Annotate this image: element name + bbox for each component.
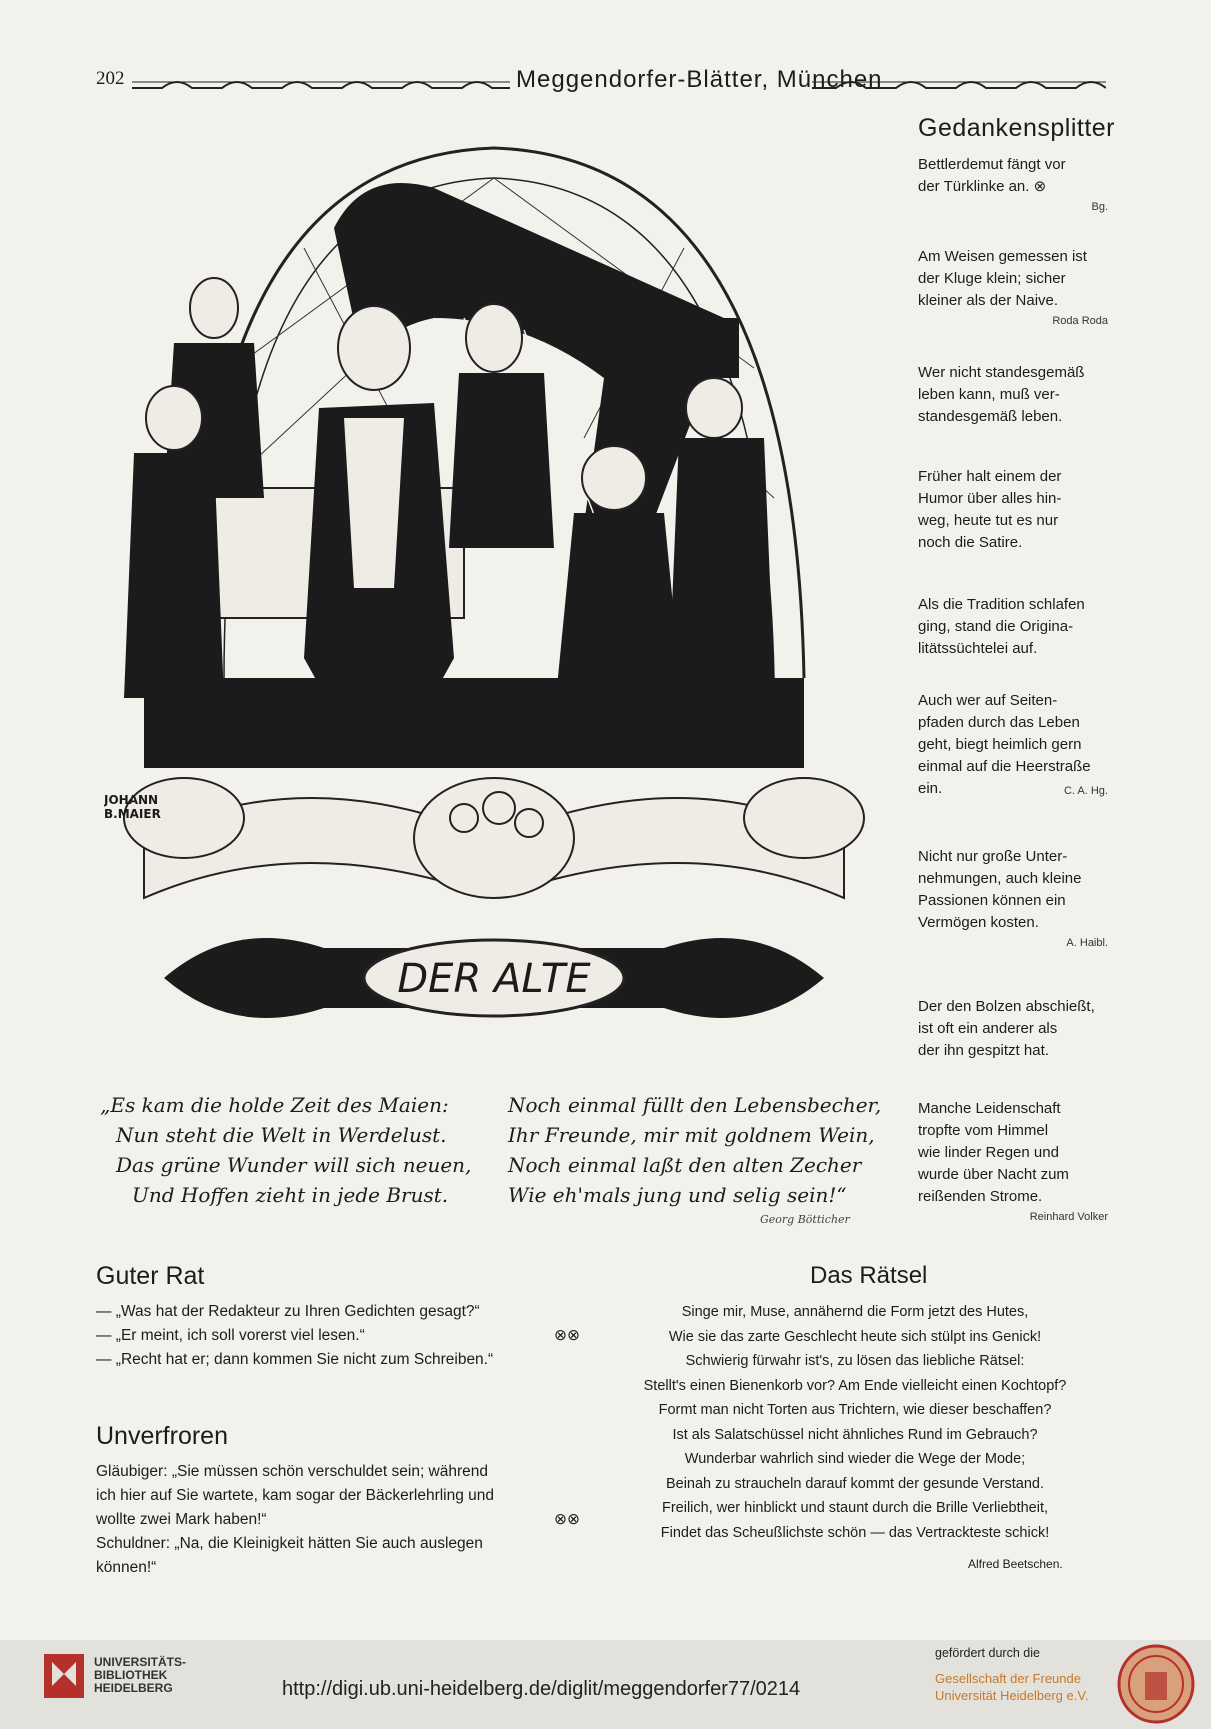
aphorism-line: geht, biegt heimlich gern xyxy=(918,736,1082,753)
dialogue-line: können!“ xyxy=(96,1559,157,1576)
aphorism-line: ist oft ein anderer als xyxy=(918,1020,1058,1037)
aphorism-line: nehmungen, auch kleine xyxy=(918,870,1082,887)
poem-line: Noch einmal laßt den alten Zecher xyxy=(508,1153,862,1177)
artist-signature-line2: B.MAIER xyxy=(104,807,161,821)
poem-line: Wunderbar wahrlich sind wieder die Wege der Mode; xyxy=(684,1451,1026,1467)
society-name xyxy=(935,1670,1088,1704)
aphorism xyxy=(918,466,1108,554)
aphorism-line: Als die Tradition schlafen xyxy=(918,596,1085,613)
aphorism-line: wie linder Regen und xyxy=(918,1144,1059,1161)
artist-signature-line1: JOHANN xyxy=(104,793,159,807)
unverfroren-title: Unverfroren xyxy=(96,1422,228,1450)
raetsel-poem xyxy=(615,1300,1095,1545)
aphorism xyxy=(918,362,1108,428)
society-name-line: Universität Heidelberg e.V. xyxy=(935,1688,1089,1703)
aphorism xyxy=(918,154,1108,218)
page-number: 202 xyxy=(96,68,125,89)
aphorism-author: Bg. xyxy=(1091,201,1108,213)
dialogue-line: ich hier auf Sie wartete, kam sogar der Bäckerlehrling und xyxy=(96,1487,495,1504)
figure-young-man xyxy=(449,304,554,548)
digitization-footer xyxy=(0,1640,1211,1729)
dialogue-line: — „Was hat der Redakteur zu Ihren Gedichten gesagt?“ xyxy=(96,1303,480,1320)
gedankensplitter-title: Gedankensplitter xyxy=(918,114,1116,142)
poem-line: Schwierig fürwahr ist's, zu lösen das liebliche Rätsel: xyxy=(685,1353,1025,1369)
fruit-garland xyxy=(124,778,864,898)
aphorism-line: pfaden durch das Leben xyxy=(918,714,1080,731)
poem-line: Das grüne Wunder will sich neuen, xyxy=(116,1153,472,1177)
aphorism xyxy=(918,1098,1108,1228)
digitization-url-link[interactable]: http://digi.ub.uni-heidelberg.de/diglit/meggendorfer77/0214 xyxy=(282,1678,801,1700)
poem-line: Noch einmal füllt den Lebensbecher, xyxy=(508,1093,882,1117)
poem-line: Nun steht die Welt in Werdelust. xyxy=(116,1123,447,1147)
floor-shadow xyxy=(144,678,804,768)
aphorism-line: Der den Bolzen abschießt, xyxy=(918,998,1095,1015)
guter-rat-text xyxy=(96,1300,580,1372)
poem-line: Ist als Salatschüssel nicht ähnliches Rund im Gebrauch? xyxy=(672,1426,1038,1443)
aphorism-line: Bettlerdemut fängt vor xyxy=(918,156,1066,173)
aphorism-author: Reinhard Volker xyxy=(1029,1211,1108,1223)
aphorism-line: reißenden Strome. xyxy=(918,1188,1043,1205)
aphorism-line: der Türklinke an. ⊗ xyxy=(918,178,1047,195)
poem-stanza-left xyxy=(100,1090,480,1210)
aphorism-line: ein. xyxy=(918,780,943,797)
poem-line: Singe mir, Muse, annähernd die Form jetzt des Hutes, xyxy=(681,1304,1029,1320)
poem-line: Stellt's einen Bienenkorb vor? Am Ende vielleicht einen Kochtopf? xyxy=(643,1377,1067,1394)
aphorism-line: Vermögen kosten. xyxy=(918,914,1039,931)
aphorism-line: Manche Leidenschaft xyxy=(918,1100,1061,1117)
aphorism-author: Roda Roda xyxy=(1052,315,1108,327)
figure-old-man xyxy=(304,306,454,748)
poem-author: Georg Bötticher xyxy=(760,1213,850,1226)
poem-line: „Es kam die holde Zeit des Maien: xyxy=(100,1093,449,1117)
library-name-line: UNIVERSITÄTS- xyxy=(94,1655,187,1669)
dialogue-line xyxy=(96,1324,580,1348)
separator-symbol: ⊗⊗ xyxy=(554,1511,580,1528)
figure-flute-player xyxy=(669,318,774,678)
library-name xyxy=(94,1656,186,1695)
aphorism xyxy=(918,690,1108,802)
aphorism-author: C. A. Hg. xyxy=(1063,785,1108,797)
raetsel-author: Alfred Beetschen. xyxy=(968,1557,1063,1571)
aphorism-line: tropfte vom Himmel xyxy=(918,1122,1049,1139)
aphorism-line: weg, heute tut es nur xyxy=(918,512,1059,529)
aphorism-line: noch die Satire. xyxy=(918,534,1023,551)
aphorism-line: Früher halt einem der xyxy=(918,468,1062,485)
aphorism-line: Auch wer auf Seiten- xyxy=(918,692,1058,709)
aphorism-line: der ihn gespitzt hat. xyxy=(918,1042,1049,1059)
aphorism-line: einmal auf die Heerstraße xyxy=(918,758,1091,775)
raetsel-title: Das Rätsel xyxy=(810,1262,928,1289)
caption-cartouche xyxy=(164,938,824,1018)
dialogue-text: wollte zwei Mark haben!“ xyxy=(96,1511,267,1528)
guter-rat-title: Guter Rat xyxy=(96,1262,205,1290)
university-seal-icon xyxy=(1117,1644,1195,1724)
illustration-caption: DER ALTE xyxy=(397,956,591,1002)
aphorism xyxy=(918,846,1108,954)
dialogue-text: — „Er meint, ich soll vorerst viel lesen.“ xyxy=(96,1327,365,1344)
dialogue-line: Schuldner: „Na, die Kleinigkeit hätten Sie auch auslegen xyxy=(96,1535,483,1552)
library-name-line: BIBLIOTHEK xyxy=(94,1668,168,1682)
dialogue-line: Gläubiger: „Sie müssen schön verschuldet sein; während xyxy=(96,1463,489,1480)
funded-by-label: gefördert durch die xyxy=(935,1646,1040,1660)
aphorism xyxy=(918,246,1108,332)
poem-line: Formt man nicht Torten aus Trichtern, wie dieser beschaffen? xyxy=(658,1402,1052,1418)
aphorism-line: Wer nicht standesgemäß xyxy=(918,364,1085,381)
dialogue-line: — „Recht hat er; dann kommen Sie nicht zum Schreiben.“ xyxy=(96,1351,494,1368)
magazine-title: Meggendorfer-Blätter, München xyxy=(516,66,883,93)
society-name-line: Gesellschaft der Freunde xyxy=(935,1671,1081,1686)
dialogue-line xyxy=(96,1508,580,1532)
aphorism-line: ging, stand die Origina- xyxy=(918,618,1074,635)
aphorism-line: Nicht nur große Unter- xyxy=(918,848,1068,865)
aphorism-line: standesgemäß leben. xyxy=(918,408,1063,425)
header-ornament-left xyxy=(132,74,510,94)
page-header xyxy=(96,64,1106,98)
header-ornament-right xyxy=(812,74,1106,94)
illustration-der-alte xyxy=(104,118,882,1078)
poem-line: Wie sie das zarte Geschlecht heute sich stülpt ins Genick! xyxy=(668,1328,1042,1345)
poem-line: Beinah zu straucheln darauf kommt der gesunde Verstand. xyxy=(665,1475,1045,1492)
aphorism-line: wurde über Nacht zum xyxy=(918,1166,1069,1183)
poem-line: Ihr Freunde, mir mit goldnem Wein, xyxy=(508,1123,875,1147)
aphorism-line: Passionen können ein xyxy=(918,892,1066,909)
aphorism xyxy=(918,996,1108,1062)
aphorism-line: Humor über alles hin- xyxy=(918,490,1062,507)
separator-symbol: ⊗⊗ xyxy=(554,1327,580,1344)
aphorism xyxy=(918,594,1108,660)
aphorism-line: der Kluge klein; sicher xyxy=(918,270,1066,287)
unverfroren-text xyxy=(96,1460,580,1580)
poem-line: Findet das Scheußlichste schön — das Vertrackteste schick! xyxy=(660,1524,1050,1541)
aphorism-author: A. Haibl. xyxy=(1066,937,1108,949)
poem-line: Und Hoffen zieht in jede Brust. xyxy=(132,1183,449,1207)
aphorism-line: kleiner als der Naive. xyxy=(918,292,1059,309)
poem-line: Wie eh'mals jung und selig sein!“ xyxy=(508,1183,847,1207)
aphorism-line: Am Weisen gemessen ist xyxy=(918,248,1087,265)
poem-stanza-right xyxy=(508,1090,888,1210)
aphorism-line: litätssüchtelei auf. xyxy=(918,640,1038,657)
library-name-line: HEIDELBERG xyxy=(94,1681,173,1695)
aphorism-line: leben kann, muß ver- xyxy=(918,386,1060,403)
poem-line: Freilich, wer hinblickt und staunt durch die Brille Verliebtheit, xyxy=(661,1500,1049,1516)
ub-heidelberg-logo-icon xyxy=(44,1654,84,1698)
